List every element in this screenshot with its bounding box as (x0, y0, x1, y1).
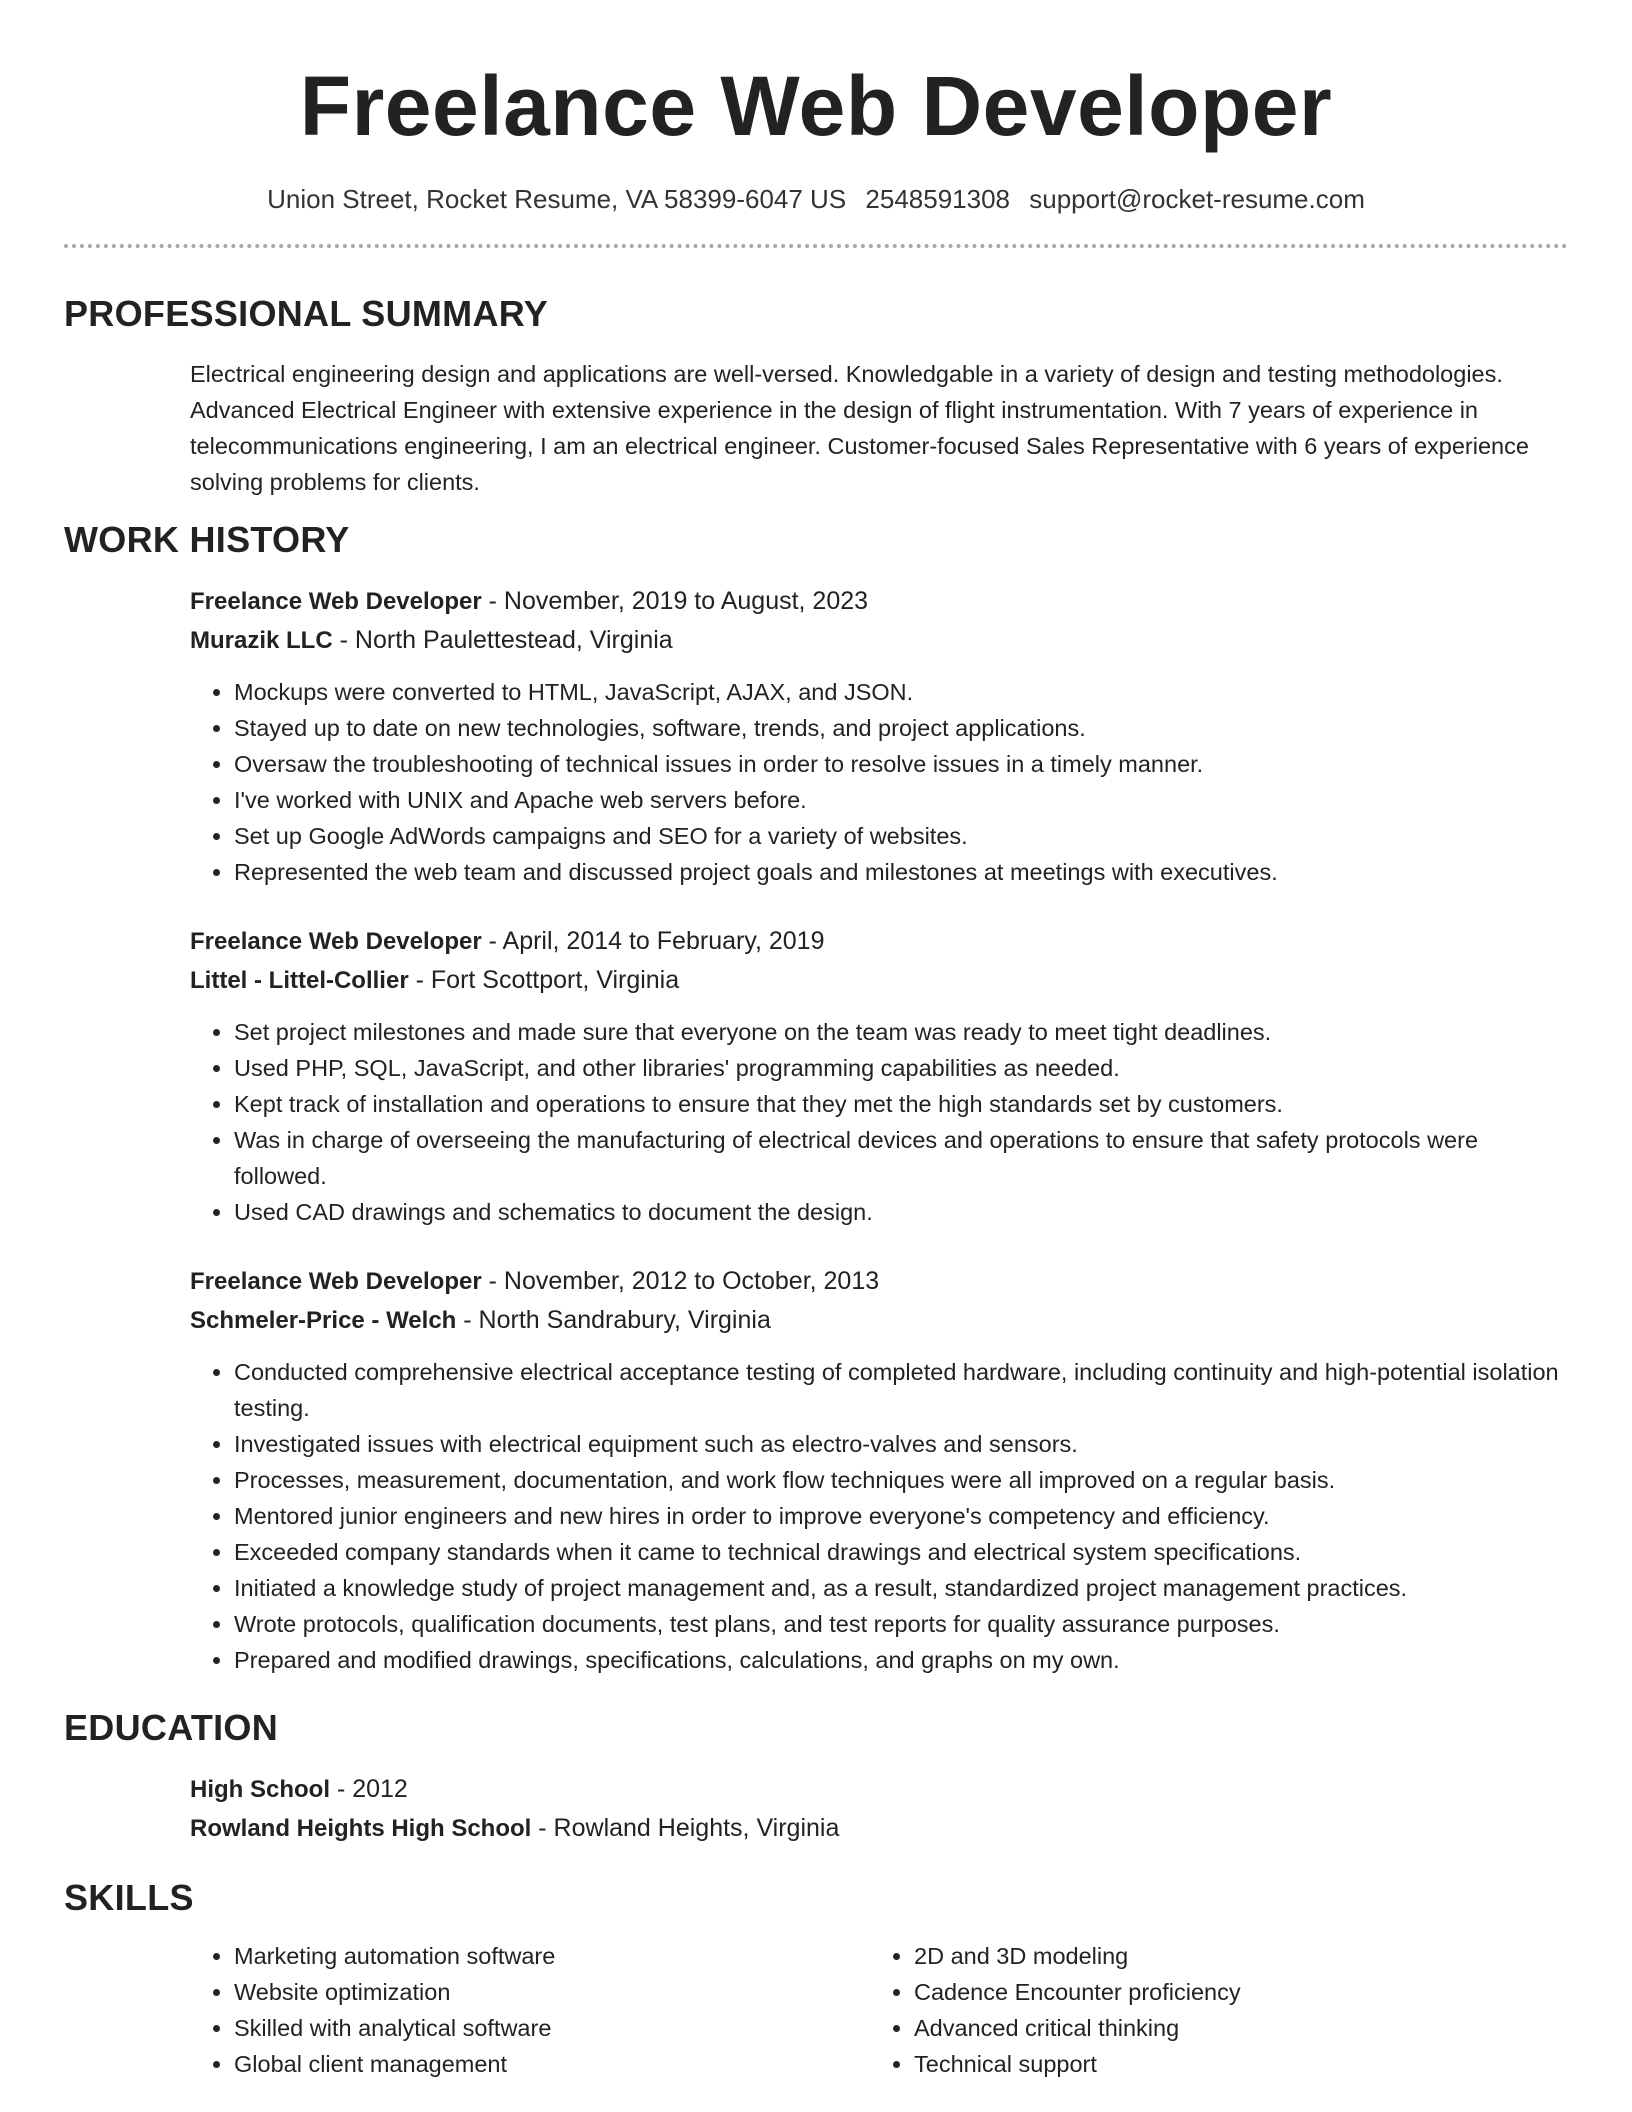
job-entry (190, 582, 1568, 890)
list-item: • Wrote protocols, qualification documents, test plans, and test reports for quality assurance purposes. (234, 1606, 1568, 1642)
list-item: • Mockups were converted to HTML, JavaScript, AJAX, and JSON. (234, 674, 1568, 710)
job-bullets (190, 1014, 1568, 1230)
list-item: • Prepared and modified drawings, specifications, calculations, and graphs on my own. (234, 1642, 1568, 1678)
list-item: • I've worked with UNIX and Apache web servers before. (234, 782, 1568, 818)
section-title-education: EDUCATION (64, 1707, 279, 1748)
skill-item: • 2D and 3D modeling (914, 1938, 1568, 1974)
education-location: - Rowland Heights, Virginia (531, 1814, 840, 1842)
list-item: • Set up Google AdWords campaigns and SEO for a variety of websites. (234, 818, 1568, 854)
job-entry (190, 922, 1568, 1230)
job-location: - North Sandrabury, Virginia (456, 1306, 771, 1334)
job-bullets (190, 674, 1568, 890)
list-item: • Initiated a knowledge study of project management and, as a result, standardized project management practices. (234, 1570, 1568, 1606)
skill-item: • Advanced critical thinking (914, 2010, 1568, 2046)
list-item: • Oversaw the troubleshooting of technical issues in order to resolve issues in a timely manner. (234, 746, 1568, 782)
list-item: • Exceeded company standards when it came to technical drawings and electrical system specifications. (234, 1534, 1568, 1570)
list-item: • Used CAD drawings and schematics to document the design. (234, 1194, 1568, 1230)
job-company: Schmeler-Price - Welch (190, 1307, 457, 1334)
job-company-line (190, 1301, 1568, 1340)
list-item: • Used PHP, SQL, JavaScript, and other libraries' programming capabilities as needed. (234, 1050, 1568, 1086)
job-bullets (190, 1354, 1568, 1678)
skill-item: • Global client management (234, 2046, 870, 2082)
skill-item: • Skilled with analytical software (234, 2010, 870, 2046)
resume-name: Freelance Web Developer (299, 59, 1333, 153)
contact-address: Union Street, Rocket Resume, VA 58399-6047 US (267, 184, 847, 214)
list-item: • Was in charge of overseeing the manufacturing of electrical devices and operations to ensure that safety protocols were followed. (234, 1122, 1568, 1194)
job-dates: - November, 2012 to October, 2013 (481, 1267, 880, 1295)
contact-phone: 2548591308 (865, 184, 1011, 214)
section-title-summary: PROFESSIONAL SUMMARY (64, 293, 549, 334)
job-dates: - April, 2014 to February, 2019 (481, 927, 825, 955)
job-role: Freelance Web Developer (190, 928, 482, 955)
section-title-skills: SKILLS (64, 1877, 194, 1918)
job-title-line (190, 1262, 1568, 1301)
contact-line (64, 182, 1568, 216)
job-title-line (190, 582, 1568, 621)
list-item: • Stayed up to date on new technologies, software, trends, and project applications. (234, 710, 1568, 746)
list-item: • Set project milestones and made sure that everyone on the team was ready to meet tight deadlines. (234, 1014, 1568, 1050)
list-item: • Mentored junior engineers and new hires in order to improve everyone's competency and efficiency. (234, 1498, 1568, 1534)
skills-column-left (190, 1938, 870, 2082)
skills-column-right (870, 1938, 1568, 2082)
skills-list (190, 1938, 1568, 2082)
list-item: • Conducted comprehensive electrical acceptance testing of completed hardware, including continuity and high-potential isolation testing. (234, 1354, 1568, 1426)
job-company-line (190, 961, 1568, 1000)
list-item: • Processes, measurement, documentation, and work flow techniques were all improved on a regular basis. (234, 1462, 1568, 1498)
skill-item: • Cadence Encounter proficiency (914, 1974, 1568, 2010)
list-item: • Kept track of installation and operations to ensure that they met the high standards set by customers. (234, 1086, 1568, 1122)
section-title-work-history: WORK HISTORY (64, 519, 350, 560)
skill-item: • Marketing automation software (234, 1938, 870, 1974)
summary-section (190, 356, 1568, 500)
job-company-line (190, 621, 1568, 660)
job-dates: - November, 2019 to August, 2023 (481, 587, 869, 615)
job-entry (190, 1262, 1568, 1678)
job-role: Freelance Web Developer (190, 1268, 482, 1295)
education-entry (190, 1770, 1568, 1848)
job-location: - Fort Scottport, Virginia (408, 966, 680, 994)
education-year: - 2012 (330, 1775, 408, 1803)
contact-email: support@rocket-resume.com (1029, 184, 1365, 214)
education-school: Rowland Heights High School (190, 1815, 532, 1842)
job-location: - North Paulettestead, Virginia (332, 626, 673, 654)
summary-text: Electrical engineering design and applications are well-versed. Knowledgable in a variety of design and testing methodologies. Advanced Electrical Engineer with extensive experience in the design of flight instrumentation. With 7 years of experience in telecommunications engineering, I am an electrical engineer. Customer-focused Sales Representative with 6 years of experience solving problems for clients. (190, 361, 1529, 495)
list-item: • Investigated issues with electrical equipment such as electro-valves and sensors. (234, 1426, 1568, 1462)
job-role: Freelance Web Developer (190, 588, 482, 615)
skill-item: • Technical support (914, 2046, 1568, 2082)
job-company: Murazik LLC (190, 627, 333, 654)
header-divider (64, 244, 1568, 248)
list-item: • Represented the web team and discussed project goals and milestones at meetings with executives. (234, 854, 1568, 890)
skill-item: • Website optimization (234, 1974, 870, 2010)
job-company: Littel - Littel-Collier (190, 967, 409, 994)
job-title-line (190, 922, 1568, 961)
education-degree-line (190, 1770, 1568, 1809)
education-degree: High School (190, 1776, 330, 1803)
education-school-line (190, 1809, 1568, 1848)
